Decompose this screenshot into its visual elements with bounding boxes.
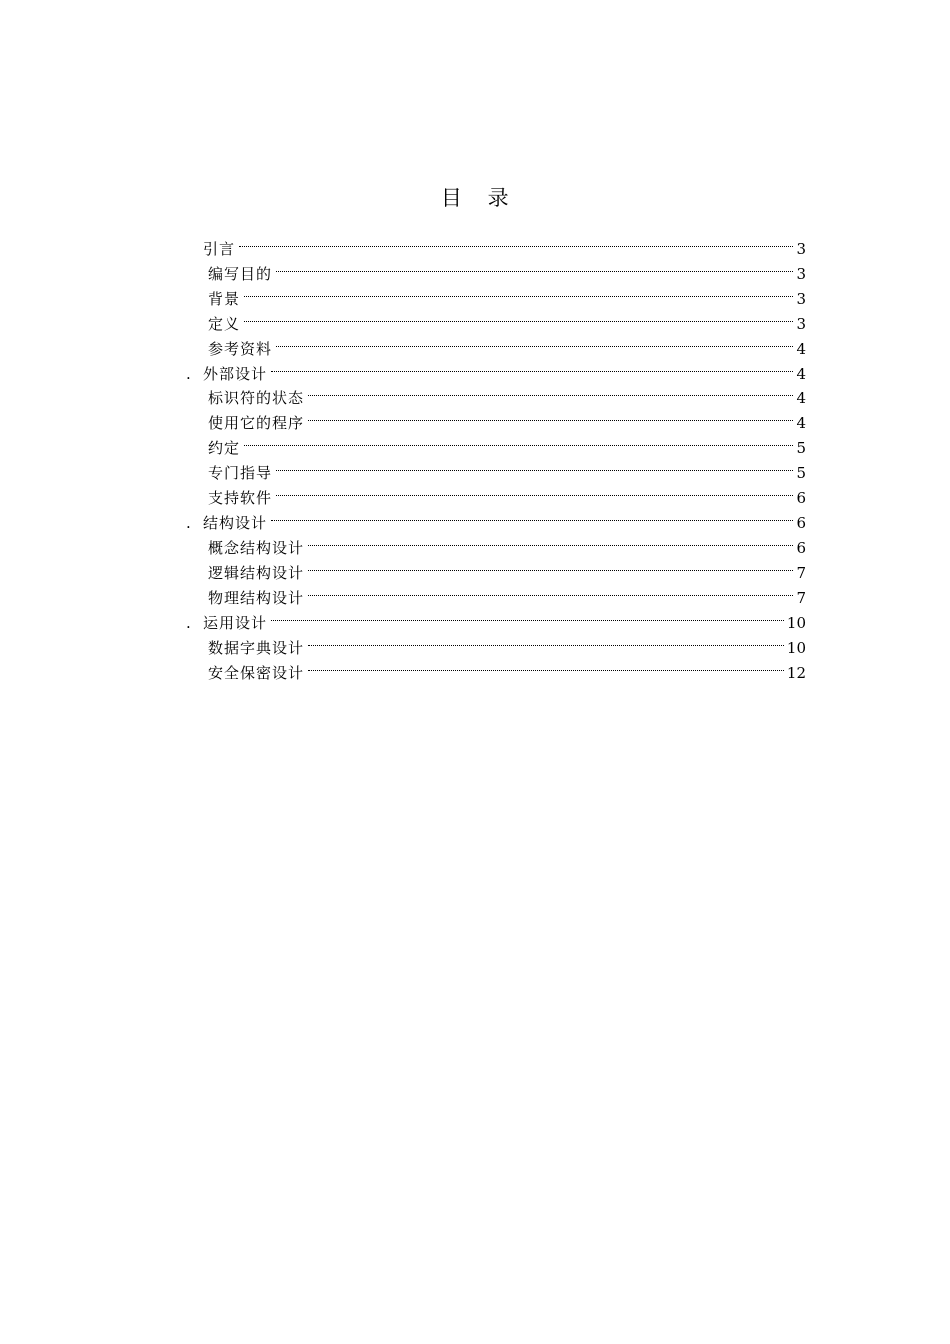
toc-entry[interactable] [186, 603, 806, 632]
toc-dot-leader [276, 478, 793, 503]
toc-entry-label: 外部设计 [203, 364, 268, 383]
toc-entry[interactable] [186, 229, 806, 258]
toc-page-number: 3 [796, 264, 806, 283]
toc-dot-leader [244, 279, 793, 304]
toc-entry-label: 专门指导 [208, 464, 273, 483]
toc-page-number: 4 [796, 389, 806, 408]
toc-entry-label: 引言 [203, 239, 236, 258]
toc-dot-leader [244, 428, 793, 453]
toc-dot-leader [308, 553, 793, 578]
toc-dot-leader [308, 653, 784, 678]
toc-dot-leader [308, 403, 793, 428]
toc-title: 目 录 [440, 186, 510, 210]
toc-page-number: 12 [786, 663, 806, 682]
toc-entry-label: 结构设计 [203, 514, 268, 533]
toc-entry-label: 使用它的程序 [208, 414, 305, 433]
toc-entry-label: 逻辑结构设计 [208, 563, 305, 582]
toc-entry[interactable] [186, 304, 806, 333]
toc-page-number: 7 [796, 563, 806, 582]
toc-dot-leader [244, 304, 793, 329]
toc-page-number: 5 [796, 464, 806, 483]
toc-entry-number: . [186, 514, 191, 533]
toc-page-number: 6 [796, 538, 806, 557]
toc-entry[interactable] [186, 528, 806, 557]
toc-entry-number: . [186, 613, 191, 632]
toc-entry[interactable] [186, 453, 806, 483]
toc-entry-label: 背景 [208, 289, 241, 308]
toc-entry[interactable] [186, 478, 806, 508]
toc-entry[interactable] [186, 329, 806, 358]
toc-entry-label: 标识符的状态 [208, 389, 305, 408]
toc-entry-label: 物理结构设计 [208, 588, 305, 607]
toc-dot-leader [271, 603, 784, 628]
toc-page-number: 6 [796, 514, 806, 533]
toc-entry-label: 编写目的 [208, 264, 273, 283]
toc-page-number: 5 [796, 439, 806, 458]
toc-entry-label: 约定 [208, 439, 241, 458]
toc-page-number: 10 [786, 638, 806, 657]
toc-entry-number: . [186, 364, 191, 383]
toc-entry[interactable] [186, 628, 806, 657]
toc-entry[interactable] [186, 503, 806, 533]
toc-entry[interactable] [186, 279, 806, 308]
toc-entry-label: 概念结构设计 [208, 538, 305, 557]
toc-page-number: 6 [796, 489, 806, 508]
toc-page-number: 3 [796, 289, 806, 308]
toc-dot-leader [271, 354, 793, 379]
table-of-contents [186, 229, 806, 682]
toc-entry-label: 安全保密设计 [208, 663, 305, 682]
toc-dot-leader [276, 453, 793, 478]
toc-entry[interactable] [186, 379, 806, 408]
toc-entry-label: 参考资料 [208, 339, 273, 358]
toc-entry[interactable] [186, 254, 806, 283]
toc-dot-leader [239, 229, 793, 254]
toc-dot-leader [308, 528, 793, 553]
toc-dot-leader [271, 503, 793, 528]
toc-page-number: 7 [796, 588, 806, 607]
toc-page-number: 4 [796, 364, 806, 383]
toc-entry[interactable] [186, 428, 806, 458]
toc-page-number: 4 [796, 339, 806, 358]
toc-dot-leader [308, 578, 793, 603]
toc-dot-leader [308, 628, 784, 653]
toc-page-number: 10 [786, 613, 806, 632]
toc-entry-label: 支持软件 [208, 489, 273, 508]
toc-dot-leader [276, 254, 793, 279]
toc-dot-leader [308, 379, 793, 404]
toc-page-number: 4 [796, 414, 806, 433]
toc-entry-label: 定义 [208, 314, 241, 333]
toc-page-number: 3 [796, 314, 806, 333]
toc-page-number: 3 [796, 239, 806, 258]
toc-entry-label: 数据字典设计 [208, 638, 305, 657]
toc-dot-leader [276, 329, 793, 354]
toc-entry[interactable] [186, 354, 806, 383]
toc-entry-label: 运用设计 [203, 613, 268, 632]
